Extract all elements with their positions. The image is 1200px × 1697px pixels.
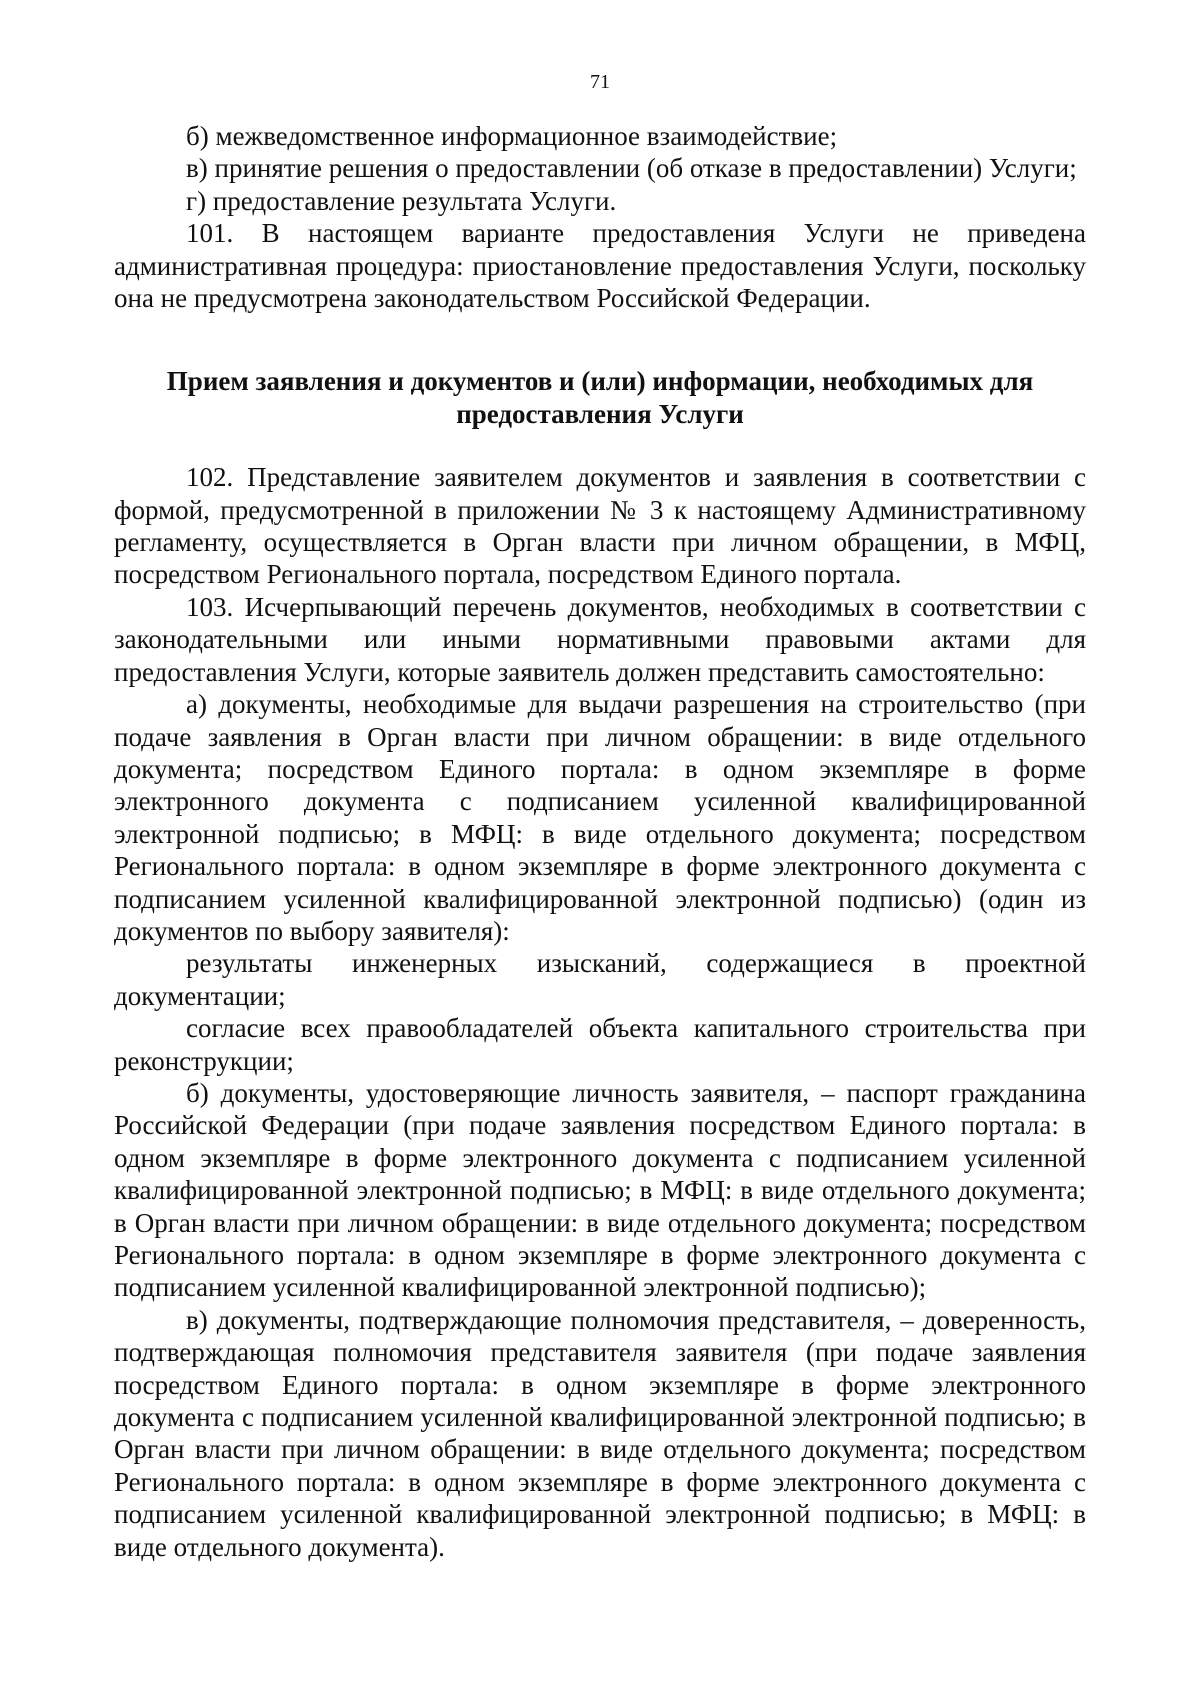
paragraph-103-b: б) документы, удостоверяющие личность заявителя, – паспорт гражданина Российской Федерации (при подаче заявления посредством Единого портала: в одном экземпляре в форме электронного документа с подписанием усиленной квалифицированной электронной подписью; в МФЦ: в виде отдельного документа; в Орган власти при личном обращении: в виде отдельного документа; посредством Регионального портала: в одном экземпляре в форме электронного документа с подписанием усиленной квалифицированной электронной подписью);	[114, 1077, 1086, 1303]
list-item-v: в) принятие решения о предоставлении (об отказе в предоставлении) Услуги;	[186, 153, 1077, 184]
paragraph-101: 101. В настоящем варианте предоставления Услуги не приведена административная процедура: приостановление предоставления Услуги, поскольку она не предусмотрена законодательством Российской Федерации.	[114, 218, 1086, 314]
paragraph-103-a: а) документы, необходимые для выдачи разрешения на строительство (при подаче заявления в Орган власти при личном обращении: в виде отдельного документа; посредством Единого портала: в одном экземпляре в форме электронного документа с подписанием усиленной квалифицированной электронной подписью; в МФЦ: в виде отдельного документа; посредством Регионального портала: в одном экземпляре в форме электронного документа с подписанием усиленной квалифицированной электронной подписью) (один из документов по выбору заявителя):	[114, 689, 1086, 946]
paragraph-102: 102. Представление заявителем документов и заявления в соответствии с формой, предусмотренной в приложении № 3 к настоящему Административному регламенту, осуществляется в Орган власти при личном обращении, в МФЦ, посредством Регионального портала, посредством Единого портала.	[114, 462, 1086, 590]
paragraph-103-a-item-2: согласие всех правообладателей объекта капитального строительства при реконструкции;	[114, 1013, 1086, 1076]
paragraph-103-v: в) документы, подтверждающие полномочия представителя, – доверенность, подтверждающая полномочия представителя заявителя (при подаче заявления посредством Единого портала: в одном экземпляре в форме электронного документа с подписанием усиленной квалифицированной электронной подписью; в Орган власти при личном обращении: в виде отдельного документа; посредством Регионального портала: в одном экземпляре в форме электронного документа с подписанием усиленной квалифицированной электронной подписью; в МФЦ: в виде отдельного документа).	[114, 1304, 1086, 1562]
list-item-b: б) межведомственное информационное взаимодействие;	[186, 121, 838, 151]
page-number: 71	[590, 71, 610, 93]
paragraph-103: 103. Исчерпывающий перечень документов, необходимых в соответствии с законодательными или иными нормативными правовыми актами для предоставления Услуги, которые заявитель должен представить самостоятельно:	[114, 591, 1086, 687]
document-body	[114, 120, 1086, 1563]
section-heading: Прием заявления и документов и (или) информации, необходимых для предоставления Услуги	[166, 366, 1034, 429]
paragraph-103-a-item-1: результаты инженерных изысканий, содержащиеся в проектной документации;	[114, 948, 1086, 1011]
list-item-g: г) предоставление результата Услуги.	[186, 185, 617, 216]
